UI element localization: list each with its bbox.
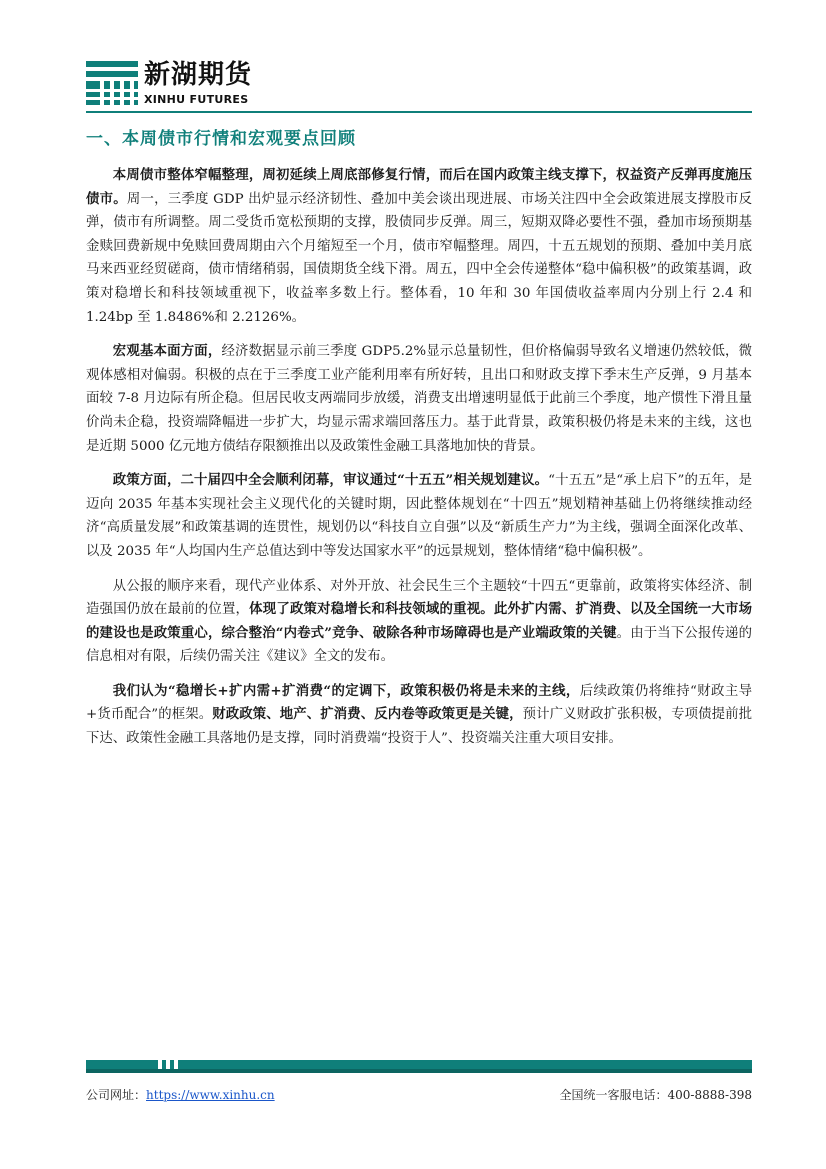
footer-decorative-bar xyxy=(86,1060,752,1073)
bold-text-segment: 财政政策、地产、扩消费、反内卷等政策更是关键， xyxy=(212,706,523,723)
text-segment: 。由于当下公报传递的信息相对有限，后续仍需关注《建议》全文的发布。 xyxy=(86,625,753,665)
bold-text-segment: 本周债市整体窄幅整理，周初延续上周底部修复行情，而后在国内政策主线支撑下，权益资产反弹再度施压债市。 xyxy=(86,167,752,207)
text-segment: 周一，三季度 GDP 出炉显示经济韧性、叠加中美会谈出现进展、市场关注四中全会政策进展支撑股市反弹，债市有所调整。周二受货币宽松预期的支撑，股债同步反弹。周三，短期双降必要性不强，叠加市场预期基金赎回费新规中免赎回费周期由六个月缩短至一个月，债市窄幅整理。周四，十五五规划的预期、叠加中美月底马来西亚经贸磋商，债市情绪稍弱，国债期货全线下滑。周五，四中全会传递整体“稳中偏积极”的政策基调，政策对稳增长和科技领域重视下，收益率多数上行。整体看，10 年和 30 年国债收益率周内分别上行 2.4 和 1.24bp 至 1.8486%和 2.2126%。 xyxy=(86,191,753,325)
paragraph xyxy=(86,340,752,458)
footer-website xyxy=(86,1086,275,1103)
company-logo xyxy=(86,59,286,109)
text-segment: “十五五”是“承上启下”的五年，是迈向 2035 年基本实现社会主义现代化的关键时期，因此整体规划在“十四五”规划精神基础上仍将继续推动经济“高质量发展”和政策基调的连贯性，规划仍以“科技自立自强”以及“新质生产力”为主线，强调全面深化改革、以及 2035 年“人均国内生产总值达到中等发达国家水平”的远景规划，整体情绪“稳中偏积极”。 xyxy=(86,473,752,559)
text-segment: 从公报的顺序来看，现代产业体系、对外开放、社会民生三个主题较“十四五“更靠前，政策将实体经济、制造强国仍放在最前的位置， xyxy=(86,578,752,618)
paragraph xyxy=(86,575,752,669)
text-segment: 经济数据显示前三季度 GDP5.2%显示总量韧性，但价格偏弱导致名义增速仍然较低，微观体感相对偏弱。积极的点在于三季度工业产能利用率有所好转，且出口和财政支撑下季末生产反弹，9 月基本面较 7-8 月边际有所企稳。但居民收支两端同步放缓，消费支出增速明显低于此前三个季度，地产惯性下滑且量价尚未企稳，投资端降幅进一步扩大，均显示需求端回落压力。基于此背景，政策积极仍将是未来的主线，这也是近期 5000 亿元地方债结存限额推出以及政策性金融工具落地加快的背景。 xyxy=(86,344,753,454)
text-segment: 预计广义财政扩张积极，专项债提前批下达、政策性金融工具落地仍是支撑，同时消费端“投资于人”、投资端关注重大项目安排。 xyxy=(86,707,753,747)
bold-text-segment: 政策方面，二十届四中全会顺利闭幕，审议通过“十五五”相关规划建议。 xyxy=(112,472,549,489)
bold-text-segment: 体现了政策对稳增长和科技领域的重视。此外扩内需、扩消费、以及全国统一大市场的建设也是政策重心，综合整治“内卷式”竞争、破除各种市场障碍也是产业端政策的关键 xyxy=(86,601,753,641)
footer-website-label: 公司网址： xyxy=(86,1088,147,1102)
paragraph xyxy=(86,469,752,563)
paragraph xyxy=(86,680,752,751)
report-body xyxy=(86,164,752,762)
bold-text-segment: 我们认为“稳增长+扩内需+扩消费“的定调下，政策积极仍将是未来的主线， xyxy=(112,682,580,699)
bold-text-segment: 宏观基本面方面， xyxy=(112,343,222,360)
text-segment: 后续政策仍将维持“财政主导+货币配合”的框架。 xyxy=(86,683,752,723)
header-divider xyxy=(86,111,752,113)
logo-chinese-name: 新湖期货 xyxy=(144,60,253,90)
xinhu-logo-icon xyxy=(86,61,138,105)
logo-english-name: XINHU FUTURES xyxy=(144,93,249,106)
paragraph xyxy=(86,164,752,329)
footer-website-link[interactable]: https://www.xinhu.cn xyxy=(146,1088,275,1102)
footer-hotline: 全国统一客服电话：400-8888-398 xyxy=(559,1088,752,1102)
section-title: 一、本周债市行情和宏观要点回顾 xyxy=(86,129,356,149)
